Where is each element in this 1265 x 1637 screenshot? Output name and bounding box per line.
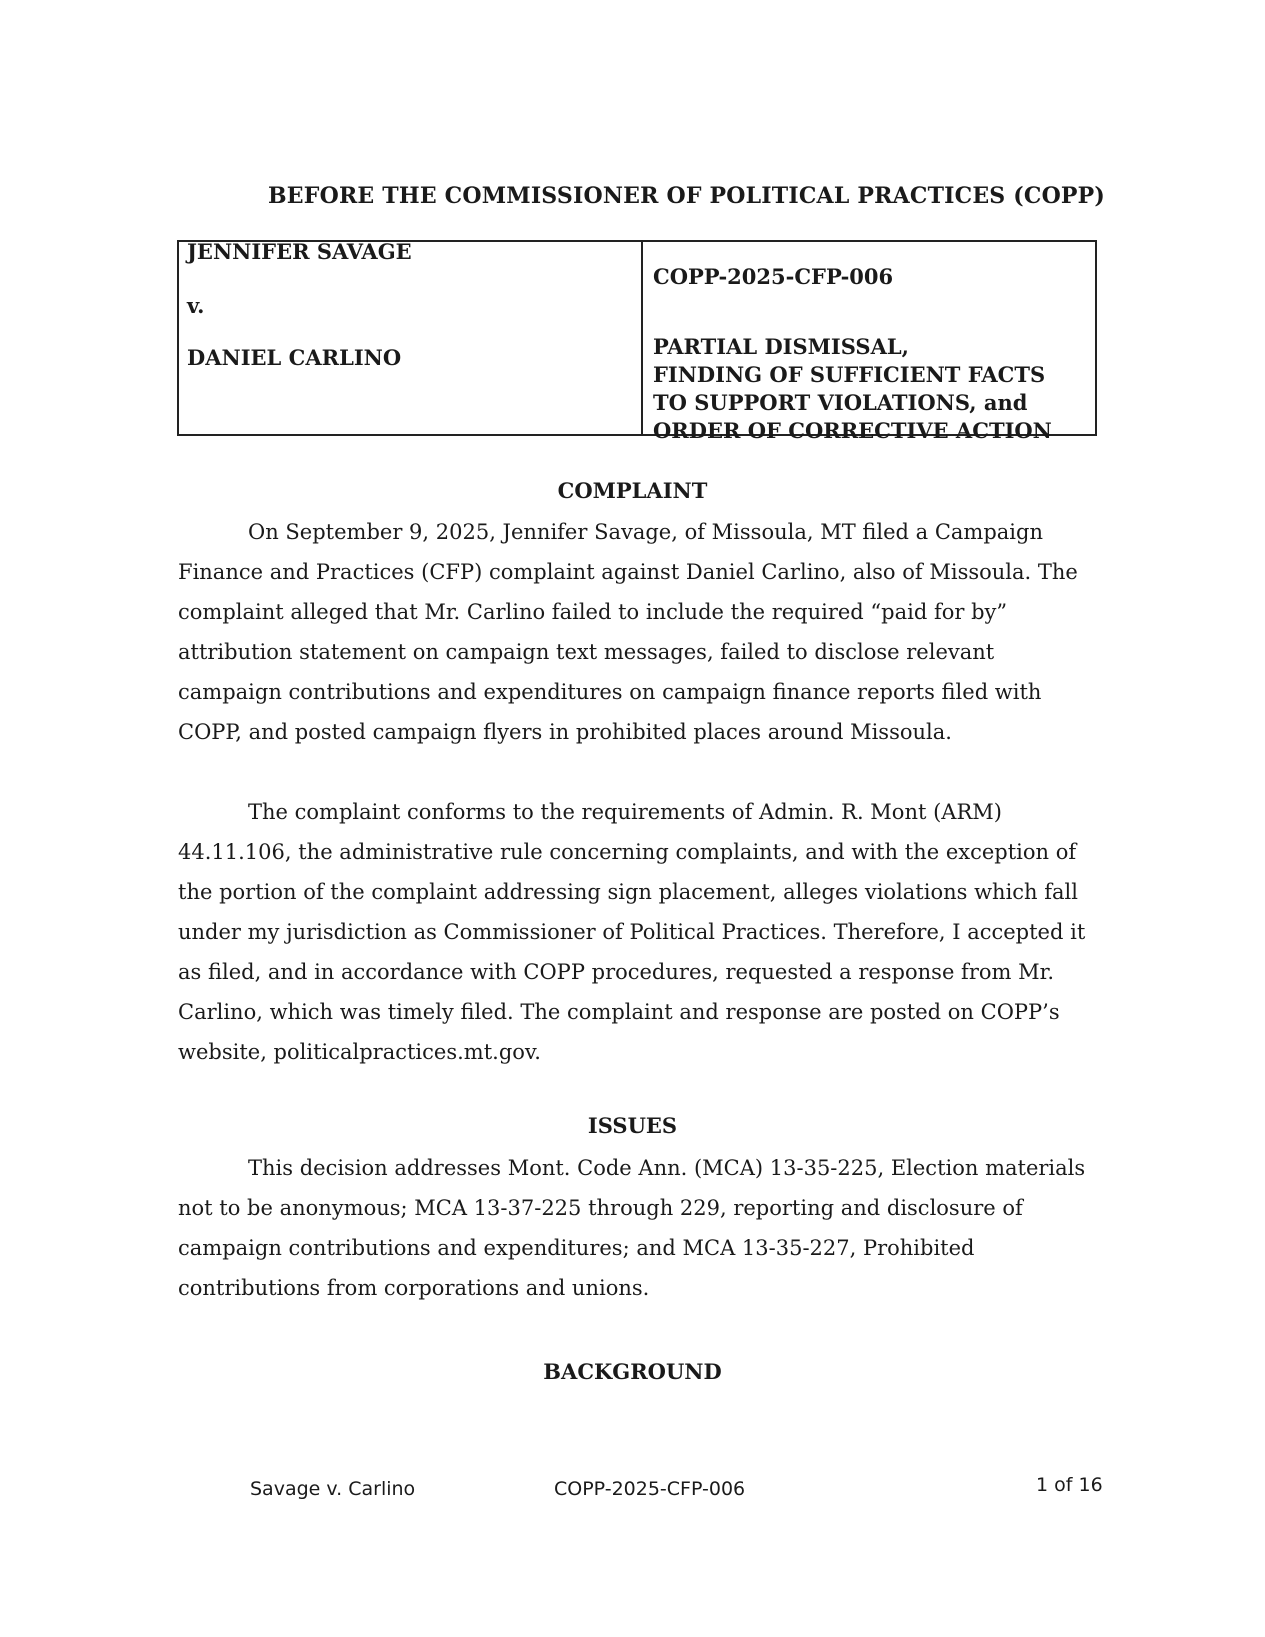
page-number: 1 of 16 bbox=[1036, 1474, 1103, 1496]
decision-title-line: PARTIAL DISMISSAL, bbox=[653, 334, 909, 359]
issues-heading: ISSUES bbox=[587, 1113, 678, 1138]
decision-title-line: ORDER OF CORRECTIVE ACTION bbox=[653, 418, 1052, 443]
decision-title bbox=[653, 333, 1052, 445]
issues-paragraph: This decision addresses Mont. Code Ann. (MCA) 13-35-225, Election materials not to be anonymous; MCA 13-37-225 through 229, reporting and disclosure of campaign contributions and expenditures; and MCA 13-35-227, Prohibited contributions from corporations and unions. bbox=[178, 1156, 1086, 1300]
footer-case-number: COPP-2025-CFP-006 bbox=[554, 1478, 746, 1500]
complaint-heading: COMPLAINT bbox=[557, 478, 708, 503]
complaint-paragraph-2: The complaint conforms to the requirements of Admin. R. Mont (ARM) 44.11.106, the administrative rule concerning complaints, and with the exception of the portion of the complaint addressing sign placement, alleges violations which fall under my jurisdiction as Commissioner of Political Practices. Therefore, I accepted it as filed, and in accordance with COPP procedures, requested a response from Mr. Carlino, which was timely filed. The complaint and response are posted on COPP’s website, politicalpractices.mt.gov. bbox=[178, 800, 1086, 1064]
case-caption-table bbox=[177, 239, 1097, 443]
versus-label: v. bbox=[187, 293, 205, 318]
caption-divider bbox=[641, 242, 643, 434]
case-number: COPP-2025-CFP-006 bbox=[653, 264, 894, 289]
background-heading: BACKGROUND bbox=[543, 1359, 722, 1384]
footer-case-name: Savage v. Carlino bbox=[250, 1478, 416, 1500]
decision-title-line: TO SUPPORT VIOLATIONS, and bbox=[653, 390, 1028, 415]
document-heading: BEFORE THE COMMISSIONER OF POLITICAL PRACTICES (COPP) bbox=[268, 183, 1106, 209]
respondent-name: DANIEL CARLINO bbox=[187, 345, 402, 370]
decision-title-line: FINDING OF SUFFICIENT FACTS bbox=[653, 362, 1046, 387]
complaint-paragraph-1: On September 9, 2025, Jennifer Savage, of Missoula, MT filed a Campaign Finance and Practices (CFP) complaint against Daniel Carlino, also of Missoula. The complaint alleged that Mr. Carlino failed to include the required “paid for by” attribution statement on campaign text messages, failed to disclose relevant campaign contributions and expenditures on campaign finance reports filed with COPP, and posted campaign flyers in prohibited places around Missoula. bbox=[178, 520, 1078, 744]
complainant-name: JENNIFER SAVAGE bbox=[187, 239, 412, 264]
